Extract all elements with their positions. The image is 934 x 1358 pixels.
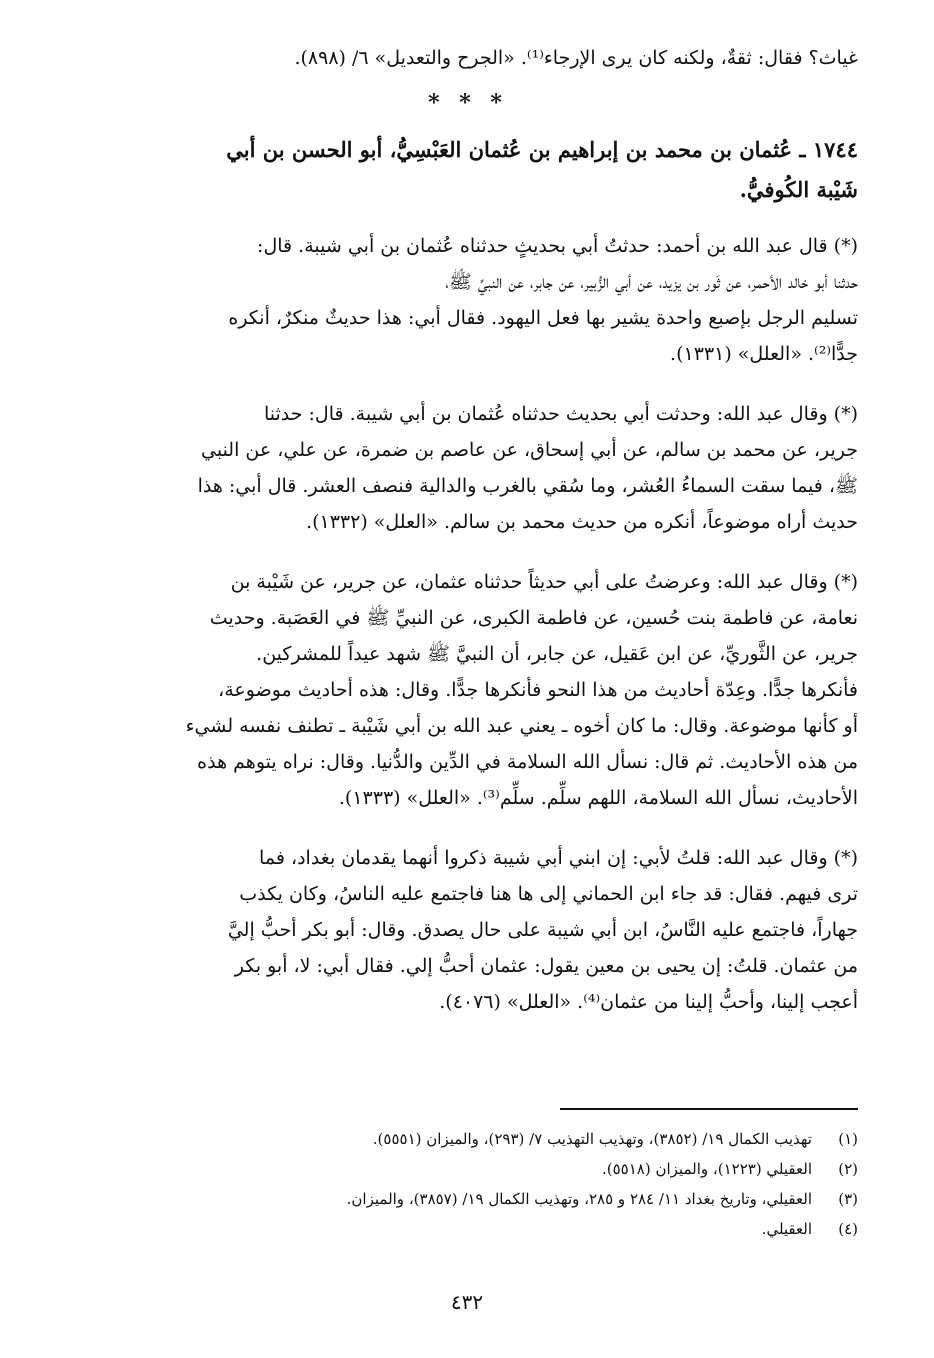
footnote	[78, 1154, 858, 1184]
paragraph-line: (*) وقال عبد الله: وعرضتُ على أبي حديثاً حدثناه عثمان، عن جرير، عن شَيْبة بن	[230, 571, 858, 593]
footnote	[78, 1124, 858, 1154]
footnote-number: (٤)	[838, 1220, 858, 1238]
footnote-text: العقيلي، وتاريخ بغداد ١١/ ٢٨٤ و ٢٨٥، وتهذيب الكمال ١٩/ (٣٨٥٧)، والميزان.	[346, 1190, 812, 1208]
paragraph-line: فأنكرها جدًّا. وعِدّة أحاديث من هذا النحو فأنكرها جدًّا. وقال: هذه أحاديث موضوعة،	[218, 679, 858, 701]
paragraph	[78, 840, 858, 1020]
entry-title-line: شَيْبة الكُوفيُّ.	[739, 177, 858, 202]
footnote-number: (١)	[838, 1130, 858, 1148]
footnote-text: تهذيب الكمال ١٩/ (٣٨٥٢)، وتهذيب التهذيب ٧/ (٢٩٣)، والميزان (٥٥٥١).	[372, 1130, 812, 1148]
paragraph	[78, 396, 858, 540]
entry-heading	[78, 130, 858, 210]
paragraph	[78, 228, 858, 372]
paragraph	[78, 564, 858, 816]
footnote-number: (٢)	[838, 1160, 858, 1178]
paragraph-line: تسليم الرجل بإصبع واحدة يشير بها فعل اليهود. فقال أبي: هذا حديثٌ منكرٌ، أنكره	[228, 307, 858, 329]
footnote	[78, 1214, 858, 1244]
footnote-divider	[560, 1108, 858, 1110]
paragraph-line: جرير، عن محمد بن سالم، عن أبي إسحاق، عن عاصم بن ضمرة، عن علي، عن النبي	[201, 439, 858, 461]
paragraph-line: ﷺ، فيما سقت السماءُ العُشر، وما سُقي بالغرب والدالية فنصف العشر. قال أبي: هذا	[197, 475, 858, 497]
page-body	[78, 40, 858, 1020]
paragraph-line: (*) قال عبد الله بن أحمد: حدثتُ أبي بحديثٍ حدثناه عُثمان بن أبي شيبة. قال:	[257, 235, 858, 257]
paragraph-line: من هذه الأحاديث. ثم قال: نسأل الله السلامة في الدِّين والدُّنيا. وقال: نراه يتوهم هذه	[197, 751, 858, 773]
paragraph-line: من عثمان. قلتُ: إن يحيى بن معين يقول: عثمان أحبُّ إلي. فقال أبي: لا، أبو بكر	[234, 955, 858, 977]
paragraph-line: جهاراً، فاجتمع عليه النَّاسُ، ابن أبي شيبة على حال يصدق. وقال: أبو بكر أحبُّ إليَّ	[227, 919, 858, 941]
page-number: ٤٣٢	[450, 1290, 484, 1314]
entry-title-line: ١٧٤٤ ـ عُثمان بن محمد بن إبراهيم بن عُثمان العَبْسِيُّ، أبو الحسن بن أبي	[226, 137, 858, 162]
footnotes	[78, 1108, 858, 1244]
paragraph-line: حدثنا أبو خالد الأحمر، عن ثَور بن يزيد، عن أبي الزُّبير، عن جابر، عن النبيِّ ﷺ،	[445, 271, 858, 293]
paragraph-line: جدًّا⁽²⁾. «العلل» (١٣٣١).	[670, 343, 858, 365]
paragraph-line: ترى فيهم. فقال: قد جاء ابن الحماني إلى ها هنا فاجتمع عليه الناسُ، وكان يكذب	[239, 883, 858, 905]
paragraph-line: جرير، عن الثَّوريِّ، عن ابن عَقيل، عن جابر، أن النبيَّ ﷺ شهد عيداً للمشركين.	[256, 643, 858, 665]
paragraph-line: الأحاديث، نسأل الله السلامة، اللهم سلِّم. سلِّم⁽³⁾. «العلل» (١٣٣٣).	[338, 787, 858, 809]
section-separator: * * *	[428, 90, 508, 116]
paragraph-line: أو كأنها موضوعة. وقال: ما كان أخوه ـ يعني عبد الله بن أبي شَيْبة ـ تطنف نفسه لشيء	[185, 715, 858, 737]
continued-text-line: غياث؟ فقال: ثقةٌ، ولكنه كان يرى الإرجاء⁽¹⁾. «الجرح والتعديل» ٦/ (٨٩٨).	[294, 47, 858, 69]
footnote-text: العقيلي (١٢٢٣)، والميزان (٥٥١٨).	[601, 1160, 812, 1178]
paragraph-line: أعجب إلينا، وأحبُّ إلينا من عثمان⁽⁴⁾. «العلل» (٤٠٧٦).	[439, 991, 858, 1013]
footnote	[78, 1184, 858, 1214]
paragraph-line: (*) وقال عبد الله: قلتُ لأبي: إن ابني أبي شيبة ذكروا أنهما يقدمان بغداد، فما	[259, 847, 858, 869]
paragraph-line: حديث أراه موضوعاً، أنكره من حديث محمد بن سالم. «العلل» (١٣٣٢).	[306, 511, 858, 533]
paragraph-line: (*) وقال عبد الله: وحدثت أبي بحديث حدثناه عُثمان بن أبي شيبة. قال: حدثنا	[263, 403, 858, 425]
footnote-number: (٣)	[838, 1190, 858, 1208]
footnote-text: العقيلي.	[761, 1220, 812, 1238]
paragraph-line: نعامة، عن فاطمة بنت حُسين، عن فاطمة الكبرى، عن النبيِّ ﷺ في العَصَبة. وحديث	[209, 607, 858, 629]
